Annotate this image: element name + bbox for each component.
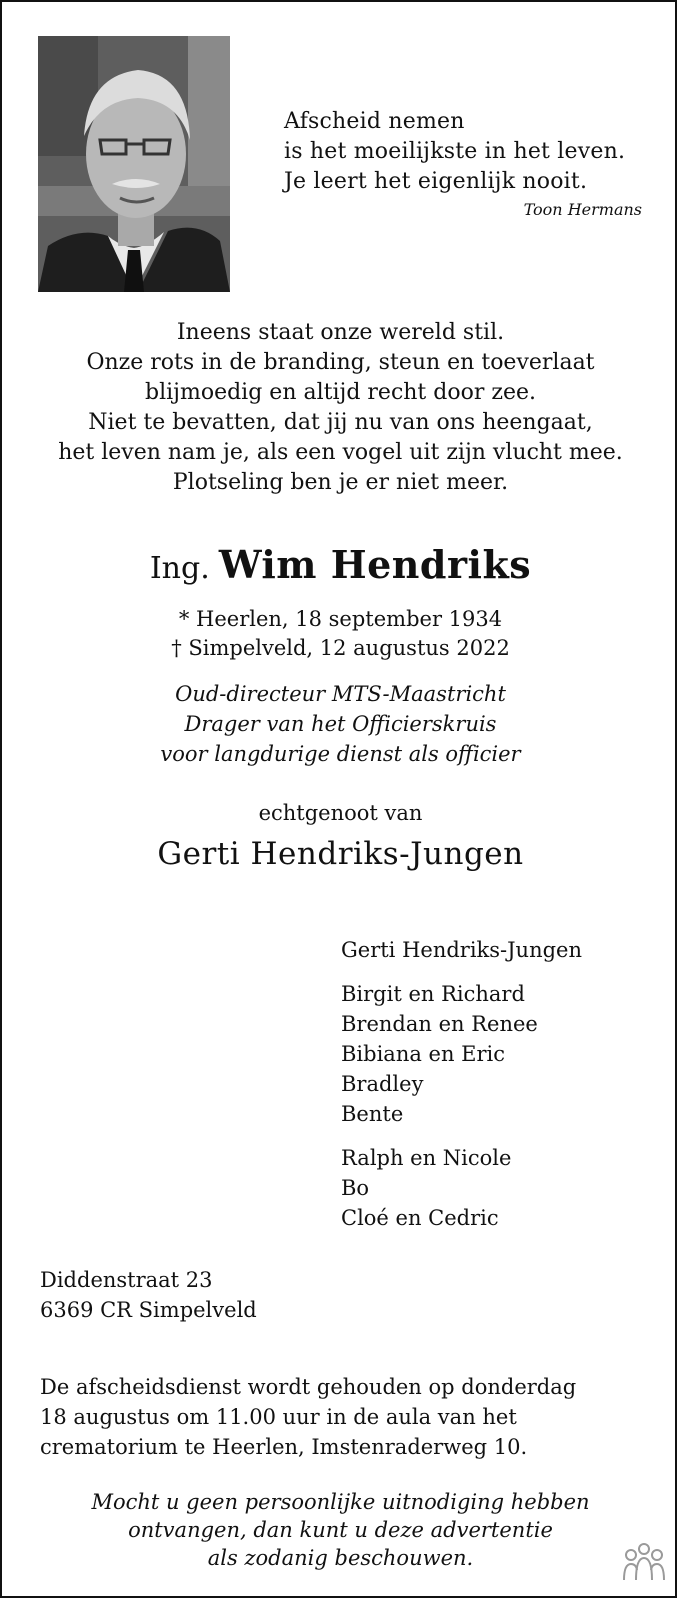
role-line: Oud-directeur MTS-Maastricht — [175, 682, 506, 706]
service-line: 18 augustus om 11.00 uur in de aula van het — [40, 1405, 517, 1429]
portrait-photo — [38, 36, 230, 292]
role-line: voor langdurige dienst als officier — [160, 742, 521, 766]
family-member: Bradley — [341, 1072, 424, 1096]
poem-line: Onze rots in de branding, steun en toeverlaat — [86, 350, 595, 375]
service-line: crematorium te Heerlen, Imstenraderweg 10. — [40, 1435, 528, 1459]
family-group — [341, 1143, 661, 1233]
family-member: Birgit en Richard — [341, 982, 525, 1006]
poem-line: Niet te bevatten, dat jij nu van ons heengaat, — [88, 410, 593, 435]
service-line: De afscheidsdienst wordt gehouden op donderdag — [40, 1375, 577, 1399]
quote-author: Toon Hermans — [523, 200, 642, 219]
portrait-icon — [38, 36, 230, 292]
address-street: Diddenstraat 23 — [40, 1268, 213, 1292]
birth-date: * Heerlen, 18 september 1934 — [178, 607, 503, 631]
family-list — [341, 935, 661, 1247]
people-group-icon — [622, 1542, 666, 1582]
poem-line: Ineens staat onze wereld stil. — [176, 320, 505, 345]
deceased-name — [2, 542, 677, 587]
address-city: 6369 CR Simpelveld — [40, 1298, 257, 1322]
family-member: Bente — [341, 1102, 404, 1126]
quote-line: Je leert het eigenlijk nooit. — [284, 169, 588, 194]
family-member: Bibiana en Eric — [341, 1042, 506, 1066]
deceased-title: Ing. — [149, 551, 210, 586]
life-dates — [2, 605, 677, 663]
notice-line: Mocht u geen persoonlijke uitnodiging hebben — [91, 1490, 590, 1514]
opening-quote — [284, 107, 644, 223]
notice-line: als zodanig beschouwen. — [207, 1546, 474, 1570]
death-date: † Simpelveld, 12 augustus 2022 — [171, 636, 510, 660]
family-member: Gerti Hendriks-Jungen — [341, 938, 582, 962]
quote-line: Afscheid nemen — [284, 109, 465, 134]
deceased-full-name: Wim Hendriks — [218, 542, 532, 587]
invitation-notice — [2, 1488, 677, 1572]
family-member: Ralph en Nicole — [341, 1146, 512, 1170]
spouse-intro: echtgenoot van — [258, 801, 423, 825]
family-member: Cloé en Cedric — [341, 1206, 499, 1230]
family-member: Bo — [341, 1176, 370, 1200]
notice-line: ontvangen, dan kunt u deze advertentie — [128, 1518, 553, 1542]
poem-line: blijmoedig en altijd recht door zee. — [145, 380, 536, 405]
role-line: Drager van het Officierskruis — [184, 712, 497, 736]
poem — [2, 318, 677, 498]
family-member: Brendan en Renee — [341, 1012, 538, 1036]
spouse-name: Gerti Hendriks-Jungen — [157, 836, 524, 872]
family-group — [341, 979, 661, 1129]
quote-line: is het moeilijkste in het leven. — [284, 139, 626, 164]
poem-line: het leven nam je, als een vogel uit zijn vlucht mee. — [58, 440, 623, 465]
deceased-roles — [2, 679, 677, 769]
poem-line: Plotseling ben je er niet meer. — [172, 470, 509, 495]
service-details — [40, 1372, 660, 1462]
family-group — [341, 935, 661, 965]
correspondence-address — [40, 1265, 257, 1325]
